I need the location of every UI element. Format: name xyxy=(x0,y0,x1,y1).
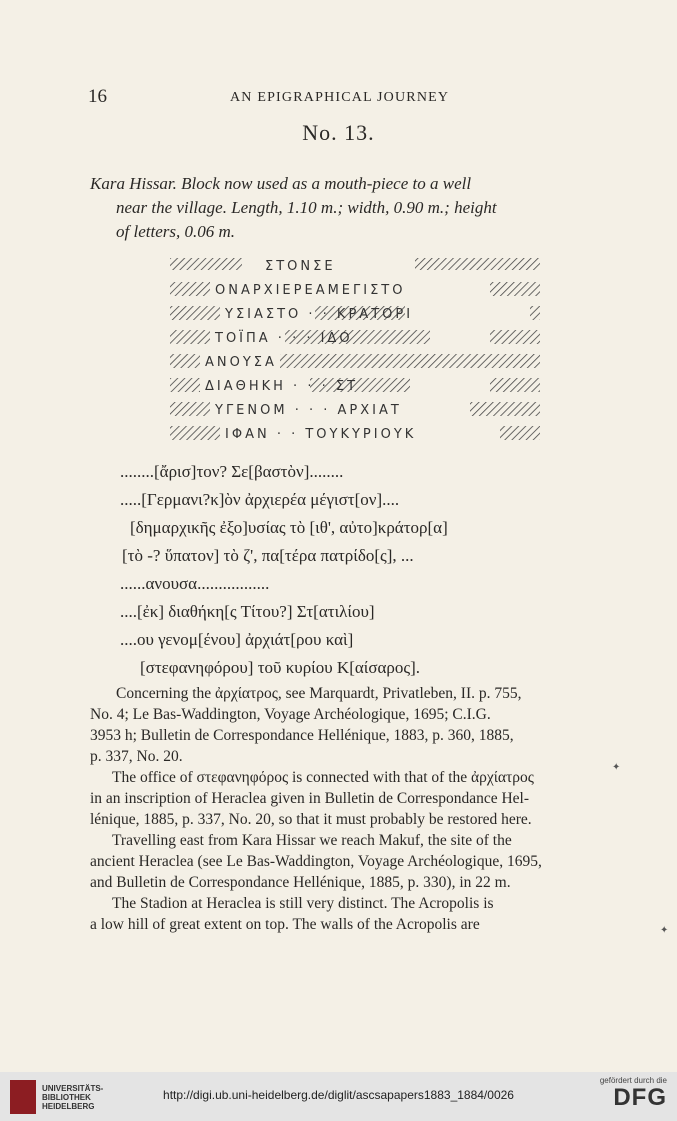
transcription-line: ....ου γενομ[ένου] ἀρχιάτ[ρου καὶ] xyxy=(120,630,354,649)
transcription-line: [τὸ -? ὕπατον] τὸ ζ', πα[τέρα πατρίδο[ς], ... xyxy=(122,546,414,565)
ink-speck: ✦ xyxy=(660,925,669,936)
inscription-line: ΑΝΟΥΣΑ xyxy=(205,355,277,370)
caption-line: near the village. Length, 1.10 m.; width, 0.90 m.; height xyxy=(116,198,497,217)
entry-number: No. 13. xyxy=(302,120,375,145)
inscription-line: ΥΣΙΑΣΤΟ · · ΚΡΑΤΟΡΙ xyxy=(225,307,414,322)
inscription-facsimile xyxy=(170,258,540,448)
inscription-line: ΣΤΟΝΣΕ xyxy=(265,259,336,274)
inscription-line: ΤΟΪΠΑ · · · ΙΔΟ xyxy=(215,331,353,346)
page-number: 16 xyxy=(88,86,107,107)
caption-line: Kara Hissar. Block now used as a mouth-piece to a well xyxy=(90,174,472,193)
permalink[interactable]: http://digi.ub.uni-heidelberg.de/diglit/ascsapapers1883_1884/0026 xyxy=(163,1088,514,1102)
transcription-line: ....[ἐκ] διαθήκη[ς Τίτου?] Στ[ατιλίου] xyxy=(120,602,375,621)
transcription-line: [δημαρχικῆς ἐξο]υσίας τὸ [ιθ', αὐτο]κράτορ[α] xyxy=(130,518,448,537)
ink-speck: ✦ xyxy=(612,762,621,773)
transcription-line: ......ανουσα................. xyxy=(120,574,270,593)
inscription-line: ΥΓΕΝΟΜ · · · ΑΡΧΙΑΤ xyxy=(215,403,402,418)
paragraph: Travelling east from Kara Hissar we reach Makuf, the site of the ancient Heraclea (see Le Bas-Waddington, Voyage Archéologique, 1695, and Bulletin de Correspondance Hellénique, 1885, p. 330), in 22 m. xyxy=(90,832,542,891)
caption-line: of letters, 0.06 m. xyxy=(116,222,235,241)
transcription-line: ........[ἄρισ]τον? Σε[βαστὸν]........ xyxy=(120,462,344,481)
transcription-line: .....[Γερμανι?κ]ὸν ἀρχιερέα μέγιστ[ον].... xyxy=(120,490,400,509)
paragraph: The Stadion at Heraclea is still very distinct. The Acropolis is a low hill of great extent on top. The walls of the Acropolis are xyxy=(90,895,494,933)
library-logo[interactable]: UNIVERSITÄTS- BIBLIOTHEK HEIDELBERG xyxy=(10,1080,130,1114)
inscription-line: ΙΦΑΝ · · ΤΟΥΚΥΡΙΟΥΚ xyxy=(225,427,417,442)
transcription-line: [στεφανηφόρου] τοῦ κυρίου Κ[αίσαρος]. xyxy=(140,658,421,677)
funder-logo[interactable]: gefördert durch die DFG xyxy=(599,1076,667,1111)
viewer-footer xyxy=(0,1072,677,1121)
paragraph: The office of στεφανηφόρος is connected with that of the ἀρχίατρος in an inscription of Heraclea given in Bulletin de Correspondance Hel- lénique, 1885, p. 337, No. 20, so that it must probably be restored here. xyxy=(90,769,534,828)
inscription-line: ΔΙΑΘΗΚΗ · · · ΣΤ xyxy=(205,379,359,394)
inscription-line: ΟΝΑΡΧΙΕΡΕΑΜΕΓΙΣΤΟ xyxy=(215,283,406,298)
running-title: AN EPIGRAPHICAL JOURNEY xyxy=(230,90,450,105)
paragraph: Concerning the ἀρχίατρος, see Marquardt, Privatleben, II. p. 755, No. 4; Le Bas-Waddington, Voyage Archéologique, 1695; C.I.G. 3953 h; Bulletin de Correspondance Hellénique, 1883, p. 360, 1885, p. 337, No. 20. xyxy=(90,685,522,765)
